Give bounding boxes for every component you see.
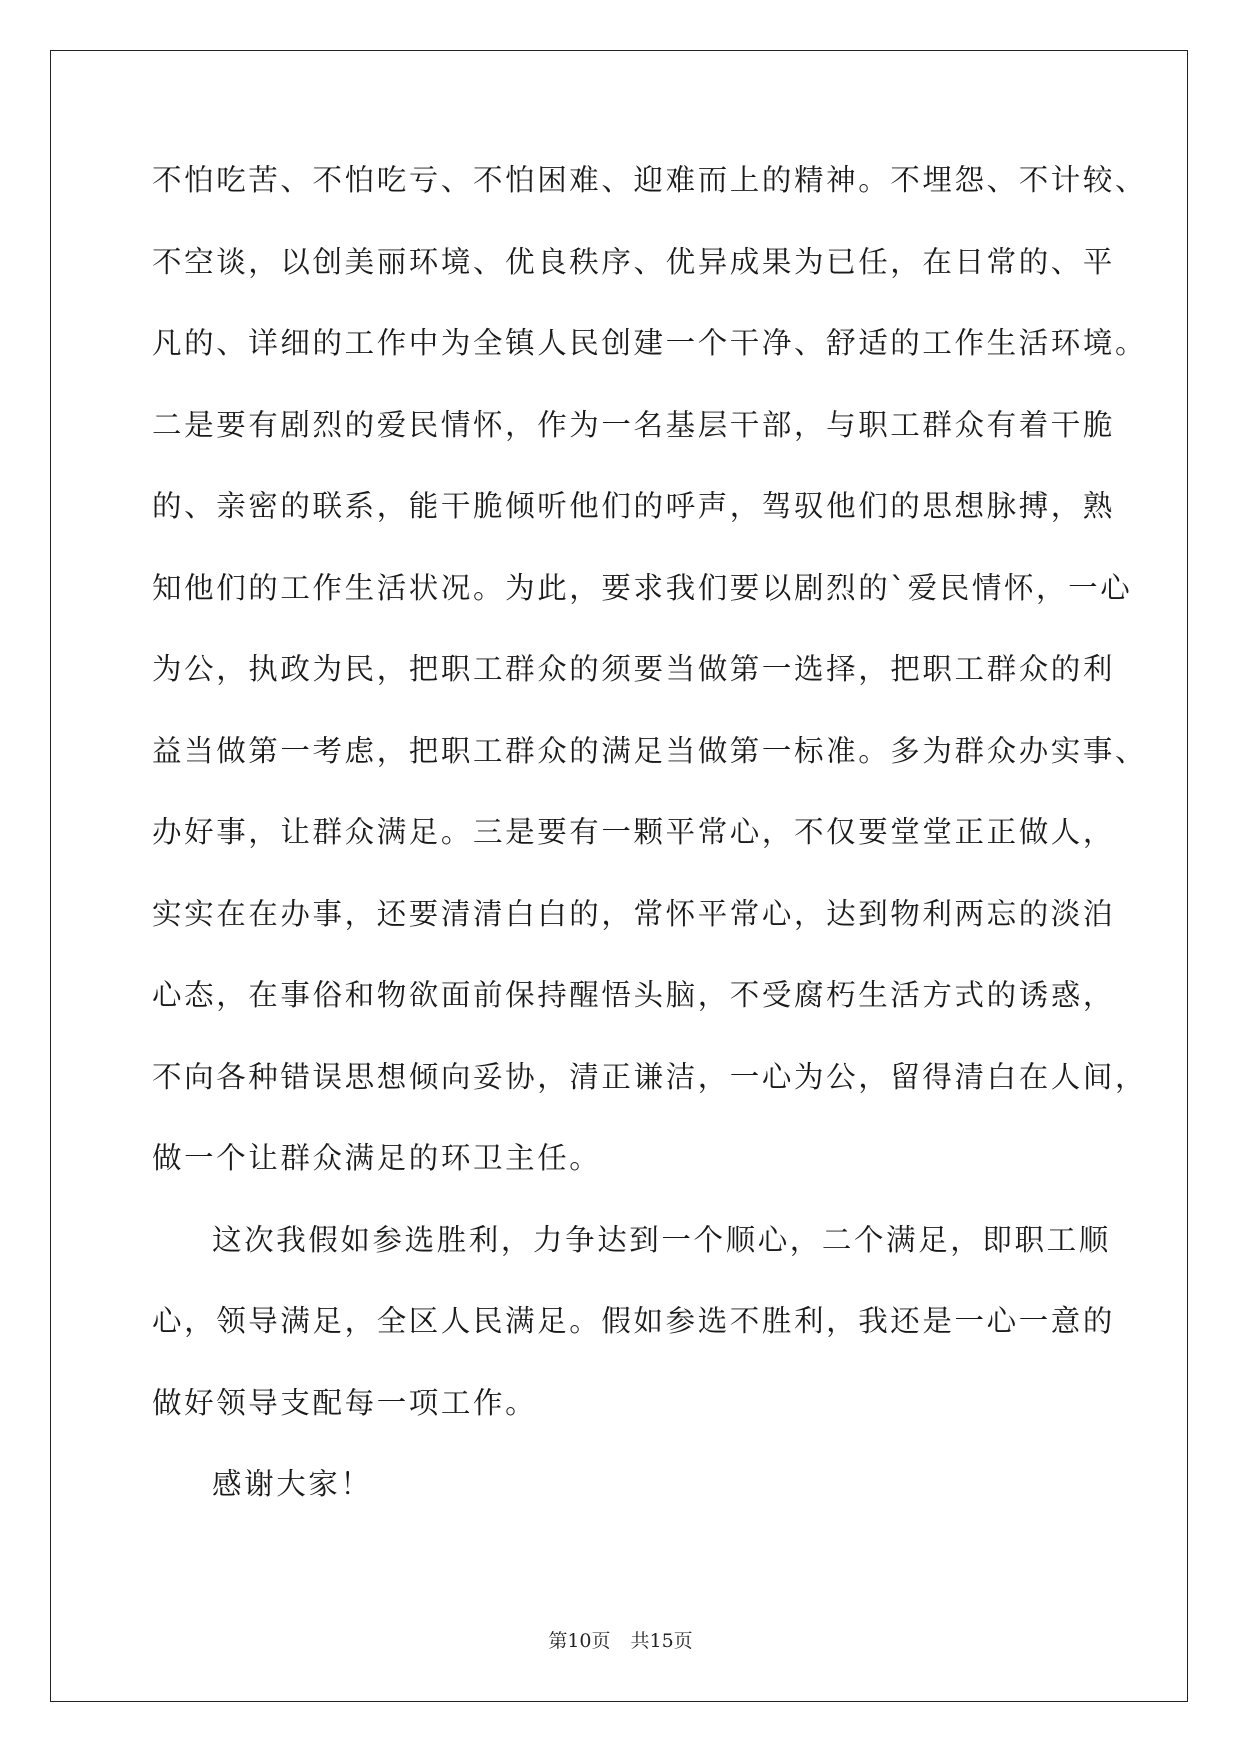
text-line: 凡的、详细的工作中为全镇人民创建一个干净、舒适的工作生活环境。 xyxy=(152,326,1148,360)
text-line: 心态，在事俗和物欲面前保持醒悟头脑，不受腐朽生活方式的诱惑， xyxy=(152,978,1116,1012)
paragraph-start-line: 这次我假如参选胜利，力争达到一个顺心，二个满足，即职工顺 xyxy=(212,1222,1111,1257)
page-number-current: 第10页 xyxy=(548,1630,611,1652)
text-line: 做好领导支配每一项工作。 xyxy=(152,1385,538,1420)
text-line: 的、亲密的联系，能干脆倾听他们的呼声，驾驭他们的思想脉搏，熟 xyxy=(152,489,1116,523)
closing-line: 感谢大家！ xyxy=(212,1467,373,1501)
text-line: 益当做第一考虑，把职工群众的满足当做第一标准。多为群众办实事、 xyxy=(152,733,1148,768)
text-line: 办好事，让群众满足。三是要有一颗平常心，不仅要堂堂正正做人， xyxy=(152,815,1116,849)
document-body xyxy=(152,160,1148,1546)
text-line: 不向各种错误思想倾向妥协，清正谦洁，一心为公，留得清白在人间， xyxy=(152,1059,1148,1094)
text-line: 心，领导满足，全区人民满足。假如参选不胜利，我还是一心一意的 xyxy=(152,1304,1116,1338)
text-line: 为公，执政为民，把职工群众的须要当做第一选择，把职工群众的利 xyxy=(152,652,1116,686)
text-line: 实实在在办事，还要清清白白的，常怀平常心，达到物利两忘的淡泊 xyxy=(152,896,1116,931)
page-number-total: 共15页 xyxy=(630,1630,693,1652)
text-line: 做一个让群众满足的环卫主任。 xyxy=(152,1141,602,1175)
text-line: 不空谈，以创美丽环境、优良秩序、优异成果为已任，在日常的、平 xyxy=(152,244,1116,279)
text-line: 知他们的工作生活状况。为此，要求我们要以剧烈的`爱民情怀，一心 xyxy=(152,570,1133,605)
text-line: 不怕吃苦、不怕吃亏、不怕困难、迎难而上的精神。不埋怨、不计较、 xyxy=(152,163,1148,197)
text-line: 二是要有剧烈的爱民情怀，作为一名基层干部，与职工群众有着干脆 xyxy=(152,407,1116,442)
page-footer xyxy=(0,1626,1241,1653)
